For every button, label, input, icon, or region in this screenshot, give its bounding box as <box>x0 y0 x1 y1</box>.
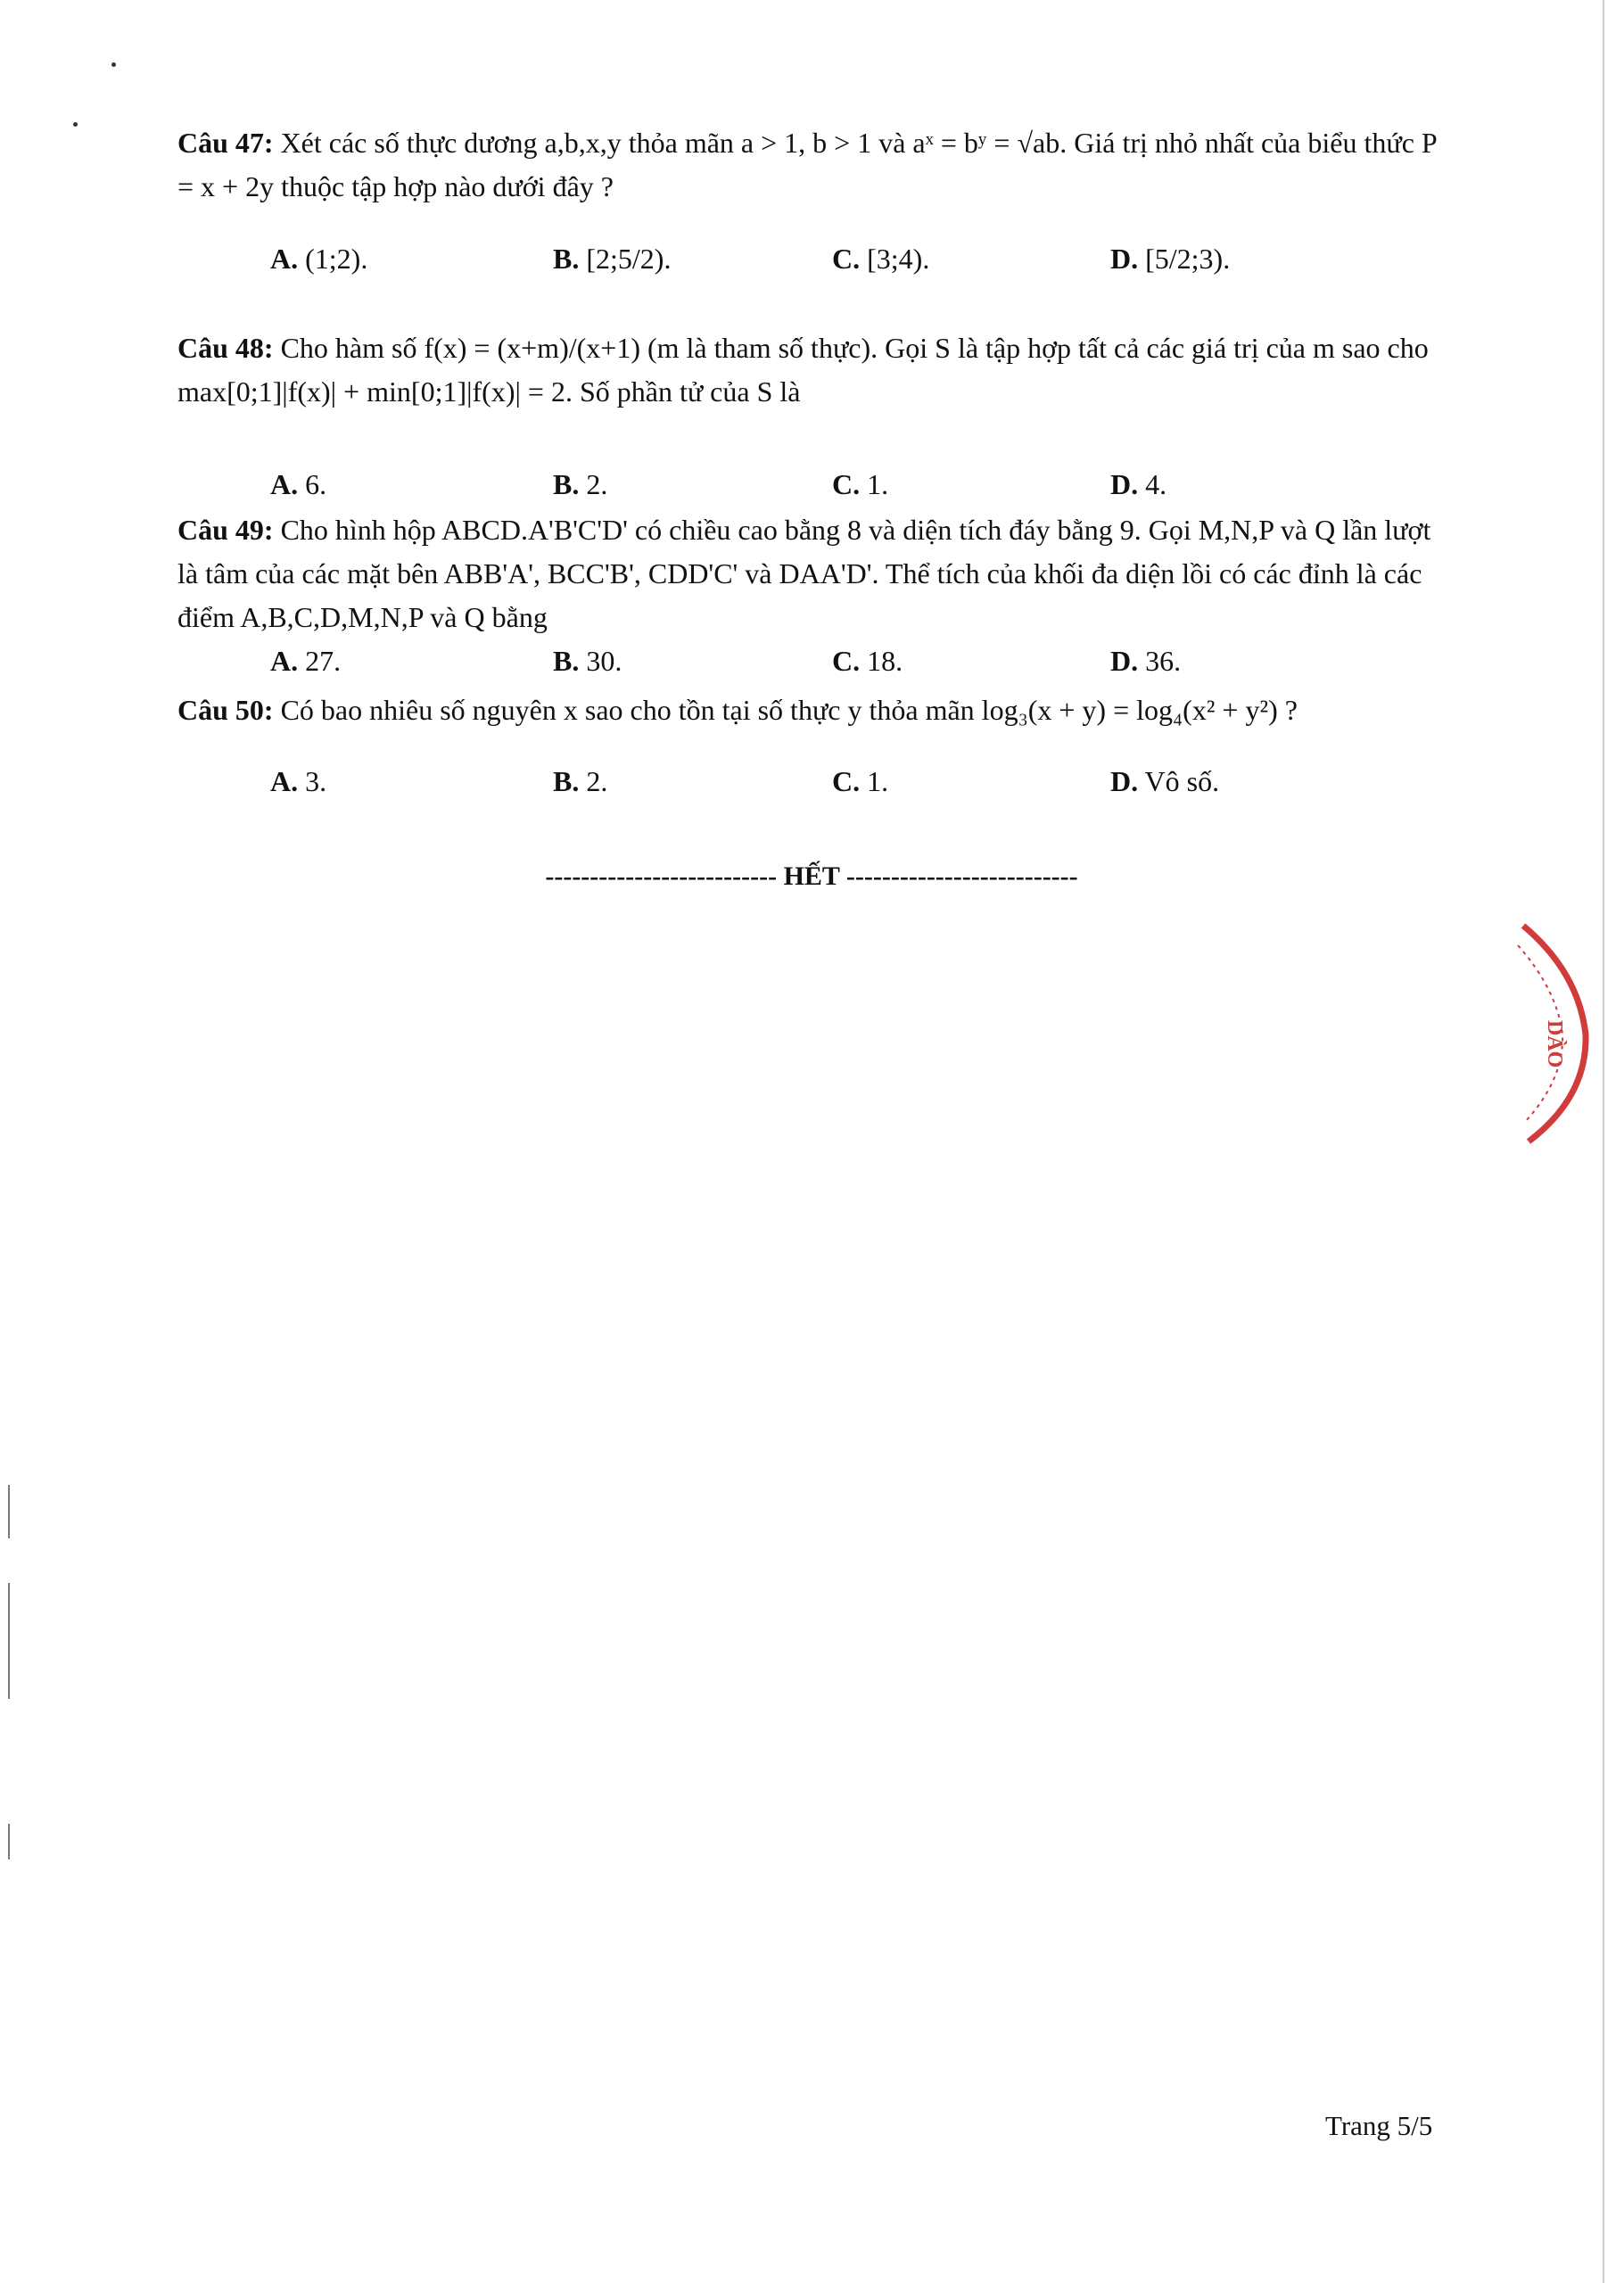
option-b[interactable]: B. 2. <box>553 468 608 500</box>
option-c[interactable]: C. 18. <box>832 645 903 677</box>
question-label: Câu 49: <box>177 514 274 546</box>
red-stamp <box>1516 919 1591 1150</box>
scan-mark <box>8 1824 10 1859</box>
question-label: Câu 50: <box>177 694 274 726</box>
question-label: Câu 48: <box>177 332 274 364</box>
option-c[interactable]: C. 1. <box>832 765 889 797</box>
question-47-options <box>0 232 1624 285</box>
question-49-options <box>0 634 1624 688</box>
option-a[interactable]: A. (1;2). <box>270 243 368 275</box>
scan-speck <box>73 122 78 127</box>
option-b[interactable]: B. 30. <box>553 645 622 677</box>
option-c[interactable]: C. [3;4). <box>832 243 930 275</box>
scan-mark <box>8 1583 10 1699</box>
question-47 <box>177 121 1453 209</box>
option-d[interactable]: D. 4. <box>1110 468 1167 500</box>
question-49 <box>177 508 1453 639</box>
question-text: Xét các số thực dương a,b,x,y thỏa mãn a > 1, b > 1 và aˣ = bʸ = √ab. Giá trị nhỏ nhất của biểu thức P = x + 2y thuộc tập hợp nào dưới đây ? <box>177 127 1437 202</box>
option-a[interactable]: A. 3. <box>270 765 327 797</box>
end-marker: -------------------------- HẾT -------------------------- <box>545 861 1078 891</box>
question-label: Câu 47: <box>177 127 274 159</box>
option-d[interactable]: D. 36. <box>1110 645 1182 677</box>
scan-mark <box>8 1485 10 1538</box>
option-a[interactable]: A. 27. <box>270 645 342 677</box>
question-text: Cho hàm số f(x) = (x+m)/(x+1) (m là tham số thực). Gọi S là tập hợp tất cả các giá trị của m sao cho max[0;1]|f(x)| + min[0;1]|f(x)| = 2. Số phần tử của S là <box>177 332 1429 408</box>
page-edge <box>1603 0 1604 2283</box>
question-48 <box>177 326 1453 414</box>
question-48-options <box>0 457 1624 511</box>
stamp-text: DÀO <box>1543 1020 1566 1068</box>
question-text: Cho hình hộp ABCD.A'B'C'D' có chiều cao bằng 8 và diện tích đáy bằng 9. Gọi M,N,P và Q lần lượt là tâm của các mặt bên ABB'A', BCC'B', CDD'C' và DAA'D'. Thể tích của khối đa diện lồi có các đỉnh là các điểm A,B,C,D,M,N,P và Q bằng <box>177 514 1431 633</box>
option-d[interactable]: D. Vô số. <box>1110 765 1220 797</box>
option-a[interactable]: A. 6. <box>270 468 327 500</box>
option-d[interactable]: D. [5/2;3). <box>1110 243 1231 275</box>
question-50 <box>177 688 1453 732</box>
question-text: Có bao nhiêu số nguyên x sao cho tồn tại số thực y thỏa mãn log₃(x + y) = log₄(x² + y²) ? <box>280 694 1298 726</box>
option-b[interactable]: B. 2. <box>553 765 608 797</box>
scan-speck <box>111 62 116 67</box>
option-b[interactable]: B. [2;5/2). <box>553 243 672 275</box>
question-50-options <box>0 754 1624 808</box>
page-number: Trang 5/5 <box>1325 2110 1433 2141</box>
option-c[interactable]: C. 1. <box>832 468 889 500</box>
